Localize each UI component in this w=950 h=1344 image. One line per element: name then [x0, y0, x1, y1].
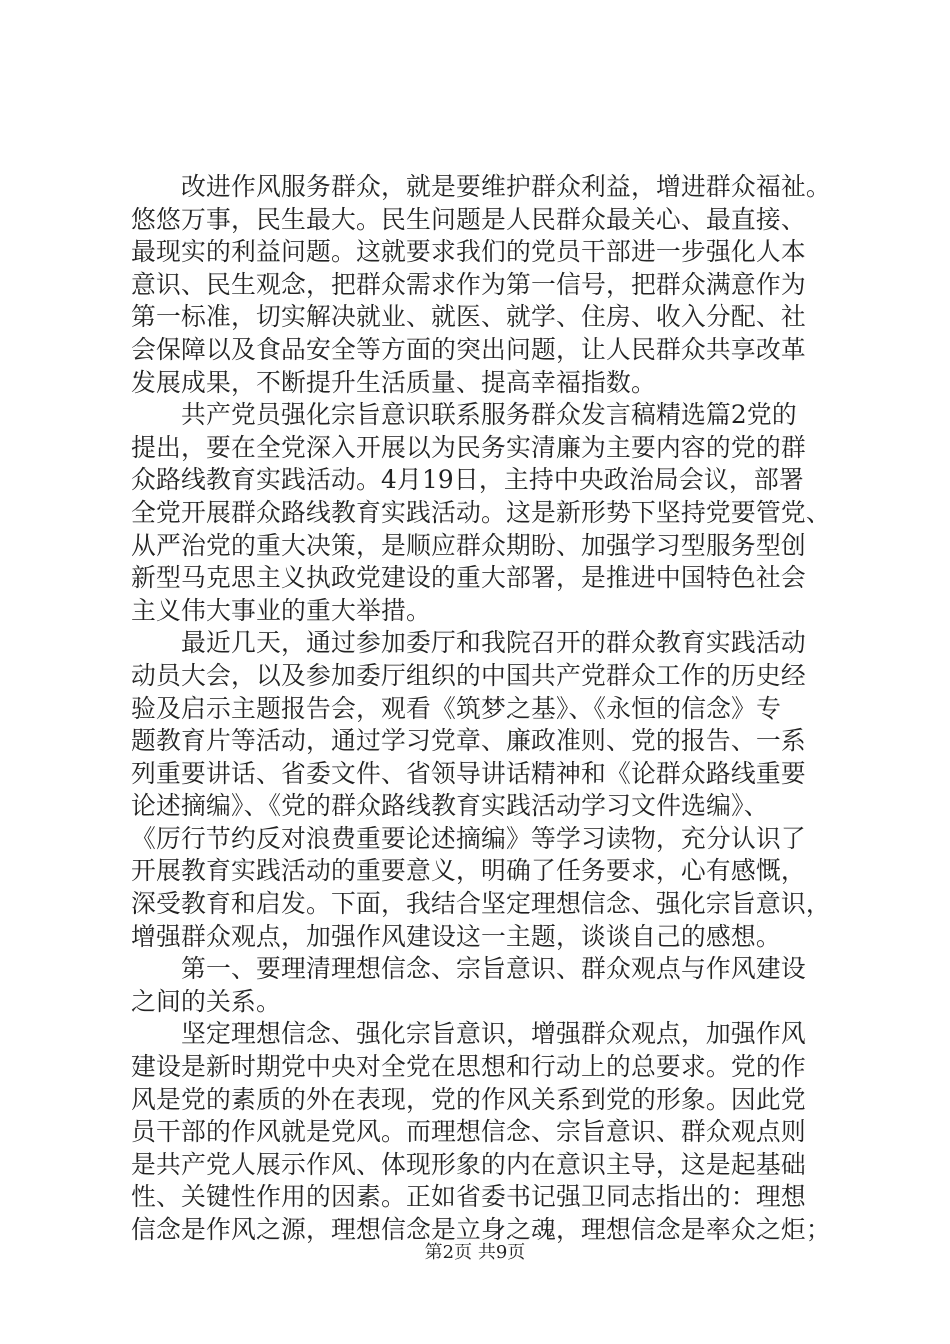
paragraph-2-line-5: 从严治党的重大决策，是顺应群众期盼、加强学习型服务型创 — [131, 530, 806, 560]
paragraph-5-line-4: 员干部的作风就是党风。而理想信念、宗旨意识、群众观点则 — [131, 1117, 806, 1147]
paragraph-5-line-3: 风是党的素质的外在表现，党的作风关系到党的形象。因此党 — [131, 1084, 806, 1114]
paragraph-5-line-2: 建设是新时期党中央对全党在思想和行动上的总要求。党的作 — [131, 1052, 806, 1082]
paragraph-3-line-6: 论述摘编》、《党的群众路线教育实践活动学习文件选编》、 — [131, 791, 769, 821]
paragraph-5-line-7: 信念是作风之源，理想信念是立身之魂，理想信念是率众之炬； — [131, 1215, 831, 1244]
paragraph-2-line-7: 主义伟大事业的重大举措。 — [131, 595, 431, 625]
paragraph-3-line-10: 增强群众观点，加强作风建设这一主题，谈谈自己的感想。 — [131, 921, 781, 951]
paragraph-1-line-5: 第一标准，切实解决就业、就医、就学、住房、收入分配、社 — [131, 302, 806, 332]
paragraph-2-line-2: 提出，要在全党深入开展以为民务实清廉为主要内容的党的群 — [131, 432, 806, 462]
paragraph-2-line-1: 共产党员强化宗旨意识联系服务群众发言稿精选篇2党的 — [181, 400, 797, 430]
paragraph-5-line-1: 坚定理想信念、强化宗旨意识，增强群众观点，加强作风 — [181, 1019, 806, 1049]
paragraph-3-line-7: 《厉行节约反对浪费重要论述摘编》等学习读物，充分认识了 — [131, 823, 806, 853]
paragraph-3-line-5: 列重要讲话、省委文件、省领导讲话精神和《论群众路线重要 — [131, 758, 806, 788]
document-body — [131, 171, 831, 1247]
paragraph-2-line-4: 全党开展群众路线教育实践活动。这是新形势下坚持党要管党、 — [131, 497, 831, 527]
page-number-footer: 第2页 共9页 — [424, 1242, 526, 1263]
paragraph-1-line-7: 发展成果，不断提升生活质量、提高幸福指数。 — [131, 367, 656, 397]
paragraph-1-line-1: 改进作风服务群众，就是要维护群众利益，增进群众福祉。 — [181, 172, 831, 201]
paragraph-3-line-2: 动员大会，以及参加委厅组织的中国共产党群众工作的历史经 — [131, 660, 806, 690]
paragraph-2-line-3: 众路线教育实践活动。4月19日，主持中央政治局会议，部署 — [131, 465, 804, 495]
paragraph-3-line-1: 最近几天，通过参加委厅和我院召开的群众教育实践活动 — [181, 628, 806, 658]
paragraph-5-line-6: 性、关键性作用的因素。正如省委书记强卫同志指出的：理想 — [131, 1182, 806, 1212]
paragraph-1-line-4: 意识、民生观念，把群众需求作为第一信号，把群众满意作为 — [131, 269, 806, 299]
paragraph-5-line-5: 是共产党人展示作风、体现形象的内在意识主导，这是起基础 — [131, 1149, 806, 1179]
paragraph-4-line-2: 之间的关系。 — [131, 986, 281, 1016]
paragraph-3-line-4: 题教育片等活动，通过学习党章、廉政准则、党的报告、一系 — [131, 726, 806, 756]
paragraph-3-line-3: 验及启示主题报告会，观看《筑梦之基》、《永恒的信念》专 — [131, 693, 782, 723]
paragraph-4-line-1: 第一、要理清理想信念、宗旨意识、群众观点与作风建设 — [181, 954, 806, 984]
paragraph-1-line-3: 最现实的利益问题。这就要求我们的党员干部进一步强化人本 — [131, 237, 806, 267]
paragraph-2-line-6: 新型马克思主义执政党建设的重大部署，是推进中国特色社会 — [131, 563, 806, 593]
paragraph-3-line-8: 开展教育实践活动的重要意义，明确了任务要求，心有感慨， — [131, 856, 806, 886]
paragraph-1-line-2: 悠悠万事，民生最大。民生问题是人民群众最关心、最直接、 — [131, 204, 806, 234]
paragraph-3-line-9: 深受教育和启发。下面，我结合坚定理想信念、强化宗旨意识， — [131, 889, 831, 919]
paragraph-1-line-6: 会保障以及食品安全等方面的突出问题，让人民群众共享改革 — [131, 334, 806, 364]
